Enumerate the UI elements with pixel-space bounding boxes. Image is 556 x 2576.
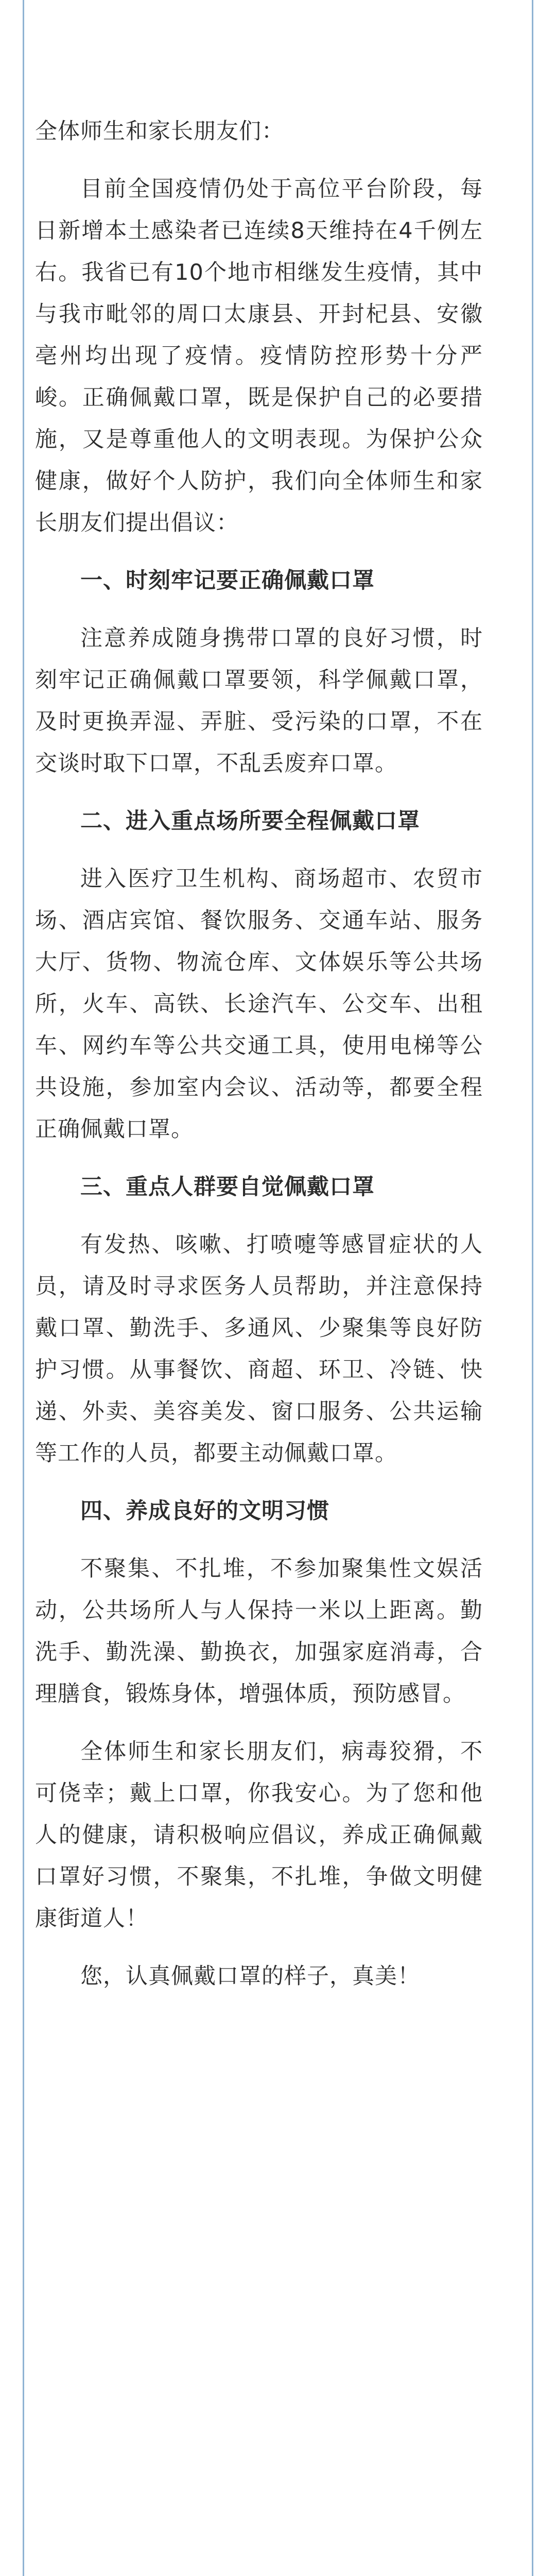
section-body-1: 注意养成随身携带口罩的良好习惯，时刻牢记正确佩戴口罩要领，科学佩戴口罩，及时更换弄湿、弄脏、受污染的口罩，不在交谈时取下口罩，不乱丢废弃口罩。 <box>35 625 483 776</box>
greeting: 全体师生和家长朋友们： <box>35 118 284 144</box>
intro-paragraph: 目前全国疫情仍处于高位平台阶段，每日新增本土感染者已连续8天维持在4千例左右。我省已有10个地市相继发生疫情，其中与我市毗邻的周口太康县、开封杞县、安徽亳州均出现了疫情。疫情防控形势十分严峻。正确佩戴口罩，既是保护自己的必要措施，又是尊重他人的文明表现。为保护公众健康，做好个人防护，我们向全体师生和家长朋友们提出倡议： <box>35 176 483 536</box>
section-body-3: 有发热、咳嗽、打喷嚏等感冒症状的人员，请及时寻求医务人员帮助，并注意保持戴口罩、勤洗手、多通风、少聚集等良好防护习惯。从事餐饮、商超、环卫、冷链、快递、外卖、美容美发、窗口服务、公共运输等工作的人员，都要主动佩戴口罩。 <box>35 1232 483 1466</box>
section-heading-2: 二、进入重点场所要全程佩戴口罩 <box>80 808 420 834</box>
section-heading-4: 四、养成良好的文明习惯 <box>80 1498 329 1524</box>
letter-content <box>35 111 483 2013</box>
section-heading-3: 三、重点人群要自觉佩戴口罩 <box>80 1174 375 1200</box>
section-body-4: 不聚集、不扎堆，不参加聚集性文娱活动，公共场所人与人保持一米以上距离。勤洗手、勤洗澡、勤换衣，加强家庭消毒，合理膳食，锻炼身体，增强体质，预防感冒。 <box>35 1556 483 1707</box>
section-body-2: 进入医疗卫生机构、商场超市、农贸市场、酒店宾馆、餐饮服务、交通车站、服务大厅、货物、物流仓库、文体娱乐等公共场所，火车、高铁、长途汽车、公交车、出租车、网约车等公共交通工具，使用电梯等公共设施，参加室内会议、活动等，都要全程正确佩戴口罩。 <box>35 866 483 1142</box>
section-heading-1: 一、时刻牢记要正确佩戴口罩 <box>80 568 375 594</box>
closing-paragraph: 全体师生和家长朋友们，病毒狡猾，不可侥幸；戴上口罩，你我安心。为了您和他人的健康，请积极响应倡议，养成正确佩戴口罩好习惯，不聚集，不扎堆，争做文明健康街道人！ <box>35 1739 483 1931</box>
final-line: 您，认真佩戴口罩的样子，真美！ <box>80 1963 420 1989</box>
